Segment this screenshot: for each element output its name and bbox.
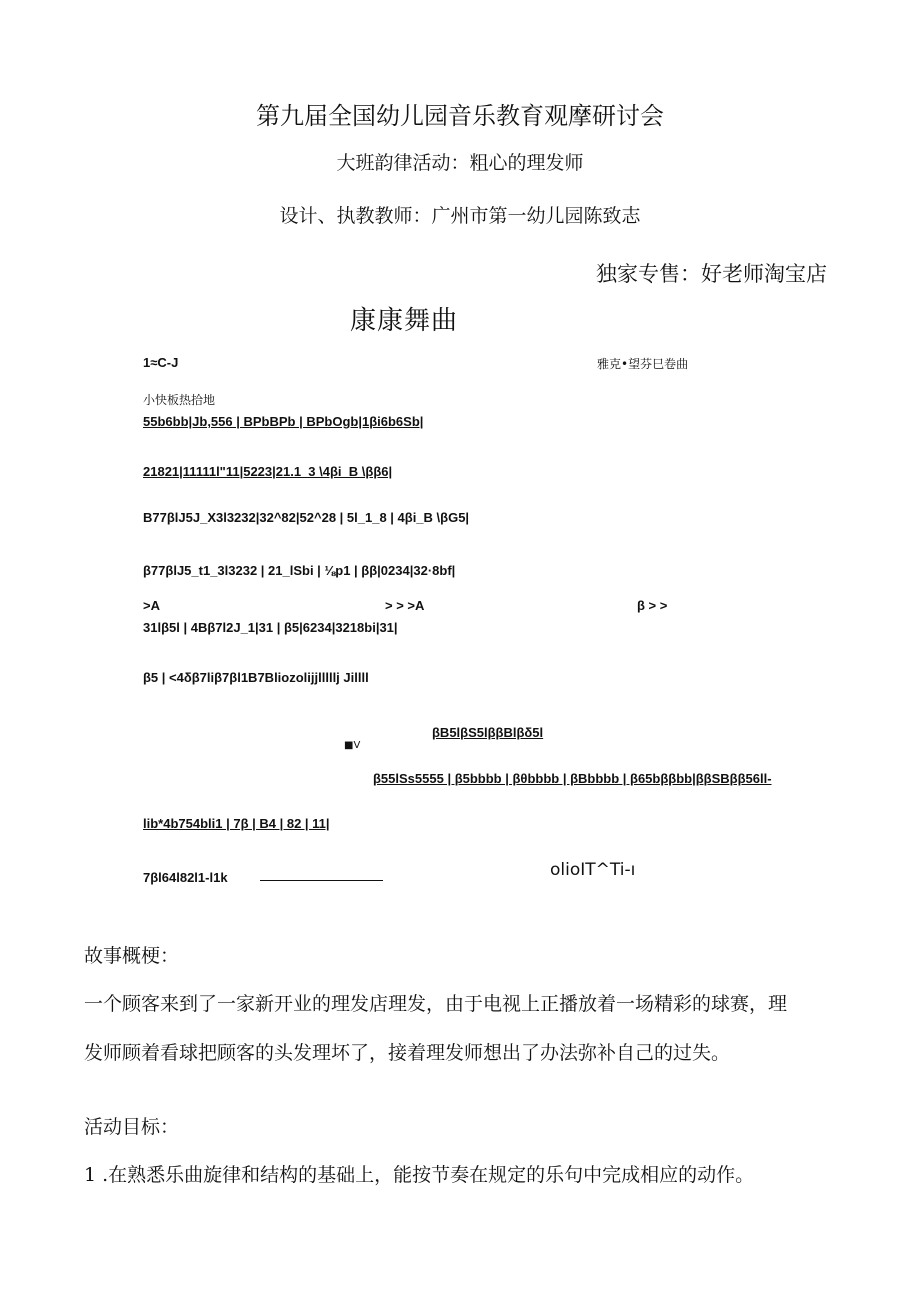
score-accents-1: >A	[143, 598, 160, 613]
goals-heading: 活动目标：	[84, 1116, 180, 1138]
score-composer: 雅克•望芬巳卷曲	[597, 357, 689, 371]
score-line-3: B77βlJ5J_X3l3232|32^82|52^28 | 5l_1_8 | 4βi_B \βG5|	[143, 510, 470, 525]
score-mark-v: ■V	[344, 740, 361, 751]
teacher-line: 设计、执教教师：广州市第一幼儿园陈致志	[279, 205, 641, 227]
score-line-8: β55lSs5555 | β5bbbb | βθbbbb | βBbbbb | β65bββbb|ββSBββ56ll-	[373, 771, 772, 786]
song-title: 康康舞曲	[350, 306, 459, 336]
activity-subtitle: 大班韵律活动：粗心的理发师	[336, 152, 584, 174]
score-rule	[260, 880, 383, 881]
score-ending: olioIT^Ti-ı	[550, 860, 636, 880]
story-paragraph-line-2: 发师顾着看球把顾客的头发理坏了，接着理发师想出了办法弥补自己的过失。	[84, 1042, 731, 1064]
score-line-10: 7βl64l82l1-l1k	[143, 870, 228, 885]
score-tempo: 小快板热拾地	[143, 393, 216, 407]
shop-line: 独家专售：好老师淘宝店	[596, 262, 827, 286]
score-line-4: β77βlJ5_t1_3l3232 | 21_lSbi | ⅛p1 | ββ|0234|32·8bf|	[143, 563, 456, 578]
score-line-7: βB5lβS5lββBlβδ5l	[432, 725, 544, 740]
score-line-9: lib*4b754bli1 | 7β | B4 | 82 | 11|	[143, 816, 330, 831]
story-heading: 故事概梗：	[84, 945, 180, 967]
score-line-6: β5 | <4δβ7liβ7βl1B7Bliozolijjlllllj Jillll	[143, 670, 369, 685]
goal-item-1: 1 .在熟悉乐曲旋律和结构的基础上，能按节奏在规定的乐句中完成相应的动作。	[84, 1164, 755, 1186]
story-paragraph-line-1: 一个顾客来到了一家新开业的理发店理发，由于电视上正播放着一场精彩的球赛，理	[84, 993, 788, 1015]
page-title: 第九届全国幼儿园音乐教育观摩研讨会	[256, 102, 664, 130]
score-accents-2: > > >A	[385, 598, 425, 613]
score-line-2: 21821|11111l"11|5223|21.1_3 \4βi_B \ββ6|	[143, 464, 393, 479]
score-accents-3: β > >	[637, 598, 668, 613]
score-line-5: 31lβ5l | 4Bβ7l2J_1|31 | β5|6234|3218bi|31|	[143, 620, 398, 635]
score-key: 1≈C-J	[143, 355, 179, 370]
score-line-1: 55b6bb|Jb,556 | BPbBPb | BPbOgb|1βi6b6Sb|	[143, 414, 424, 429]
